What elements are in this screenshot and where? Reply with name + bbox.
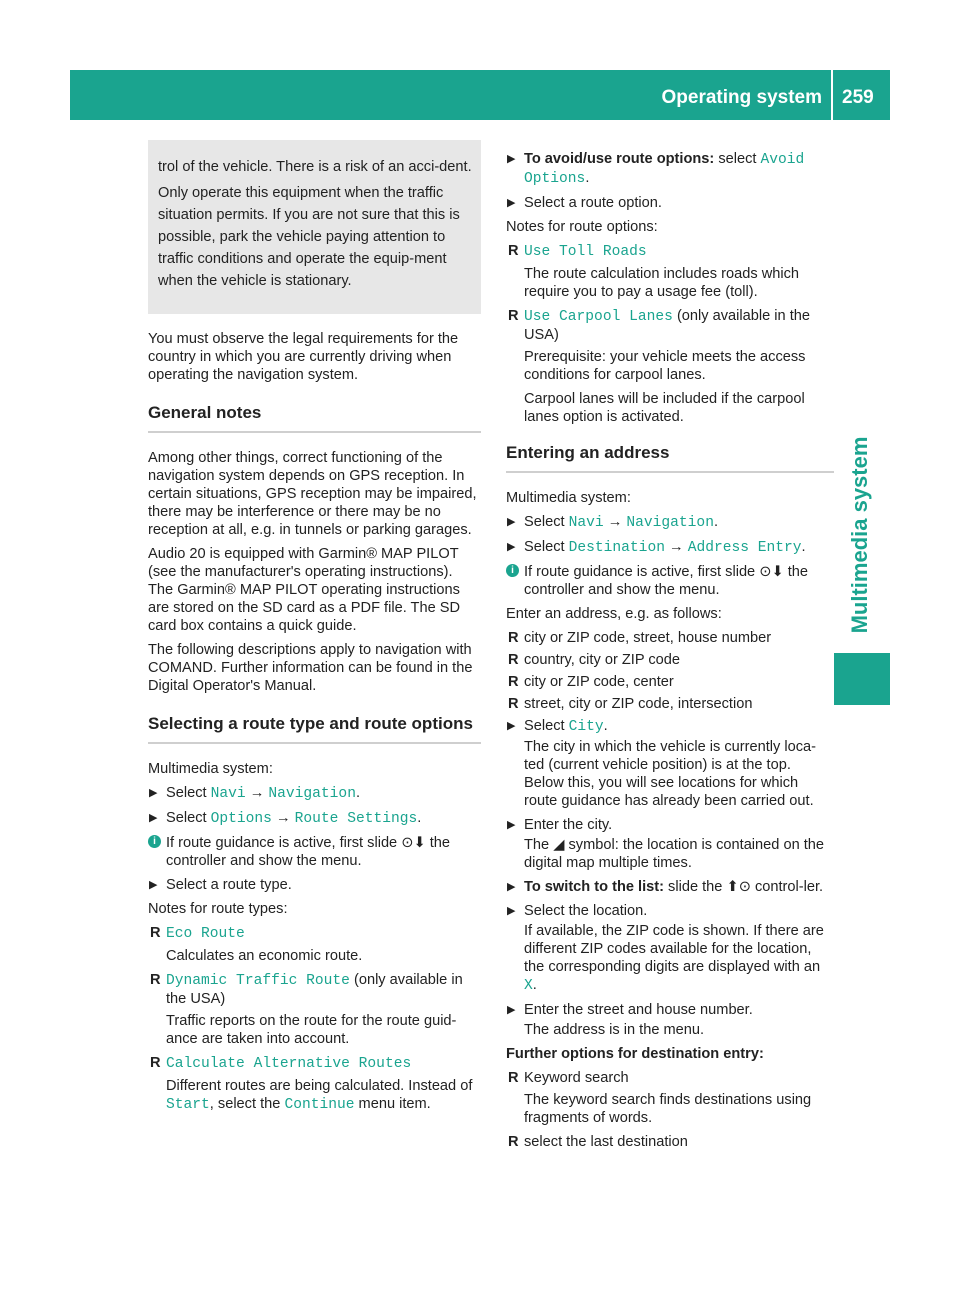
arrow-icon: → bbox=[607, 514, 623, 530]
step-arrow-icon: ▶ bbox=[507, 819, 516, 831]
option-eco-route: R Eco Route bbox=[150, 925, 245, 942]
step-arrow-icon: ▶ bbox=[507, 720, 516, 732]
menu-options[interactable]: Options bbox=[210, 811, 272, 827]
mm-system-label-right: Multimedia system: bbox=[506, 490, 631, 506]
city-desc: The city in which the vehicle is currently loca-ted (current vehicle position) is at the top. Below this, you will see locations for which route guidance has already been carried out. bbox=[524, 739, 816, 809]
general-p3: The following descriptions apply to navigation with COMAND. Further information can be found in the Digital Operator's Manual. bbox=[148, 642, 473, 694]
address-format-4: R street, city or ZIP code, intersection bbox=[508, 696, 753, 712]
menu-calculate-alternative-routes[interactable]: Calculate Alternative Routes bbox=[166, 1056, 412, 1072]
step-select-route-type: ▶ Select a route type. bbox=[149, 877, 292, 893]
step-arrow-icon: ▶ bbox=[507, 197, 516, 209]
option-last-destination: R select the last destination bbox=[508, 1134, 688, 1150]
arrow-icon: → bbox=[276, 810, 291, 826]
step-select-navi: ▶ Select Navi → Navigation. bbox=[149, 785, 361, 802]
step-select-options: ▶ Select Options → Route Settings. bbox=[149, 810, 422, 827]
menu-address-entry[interactable]: Address Entry bbox=[687, 540, 802, 556]
step-arrow-icon: ▶ bbox=[507, 541, 516, 553]
option-keyword-search: R Keyword search bbox=[508, 1070, 629, 1086]
heading-general-notes: General notes bbox=[148, 402, 481, 433]
side-tab-block bbox=[834, 653, 890, 705]
step-arrow-icon: ▶ bbox=[507, 516, 516, 528]
step-select-city: ▶ Select City. bbox=[507, 718, 608, 735]
arrow-icon: → bbox=[249, 785, 265, 801]
warning-text bbox=[158, 156, 476, 296]
step-select-location: ▶ Select the location. bbox=[507, 903, 648, 919]
menu-x[interactable]: X bbox=[524, 978, 533, 994]
step-enter-city: ▶ Enter the city. bbox=[507, 817, 613, 833]
right-column bbox=[506, 150, 834, 1155]
side-tab-label: Multimedia system bbox=[847, 436, 872, 634]
menu-dynamic-traffic-route[interactable]: Dynamic Traffic Route bbox=[166, 973, 350, 989]
option-alternative-routes: R Calculate Alternative Routes bbox=[150, 1055, 412, 1072]
legal-paragraph: You must observe the legal requirements for the country in which you are currently driving when operating the navigation system. bbox=[148, 331, 459, 383]
menu-avoid-options[interactable]: Avoid Options bbox=[524, 152, 805, 187]
heading-entering-address: Entering an address bbox=[506, 442, 834, 473]
step-arrow-icon: ▶ bbox=[149, 879, 158, 891]
warning-line-2: Only operate this equipment when the traffic situation permits. If you are not sure that this is possible, park the vehicle paying attention to traffic conditions and operate the equip-ment when the vehicle is stationary. bbox=[158, 185, 460, 289]
info-icon: i bbox=[506, 564, 519, 577]
step-arrow-icon: ▶ bbox=[507, 905, 516, 917]
heading-route-options: Selecting a route type and route options bbox=[148, 713, 481, 744]
page-number: 259 bbox=[842, 87, 874, 108]
step-avoid-options: ▶ To avoid/use route options: select Avoid Options. bbox=[507, 151, 805, 187]
menu-eco-route[interactable]: Eco Route bbox=[166, 926, 245, 942]
enter-address-intro: Enter an address, e.g. as follows: bbox=[506, 606, 722, 622]
warning-line-1: trol of the vehicle. There is a risk of an acci-dent. bbox=[158, 159, 472, 175]
alternative-routes-desc: Different routes are being calculated. Instead of Start, select the Continue menu item. bbox=[166, 1078, 473, 1113]
menu-continue[interactable]: Continue bbox=[284, 1097, 355, 1113]
address-format-3: R city or ZIP code, center bbox=[508, 674, 674, 690]
menu-start[interactable]: Start bbox=[166, 1097, 210, 1113]
step-arrow-icon: ▶ bbox=[149, 787, 158, 799]
option-carpool-lanes: R Use Carpool Lanes (only available in the USA) bbox=[508, 308, 810, 343]
option-toll-roads: R Use Toll Roads bbox=[508, 243, 647, 260]
general-p2: Audio 20 is equipped with Garmin® MAP PILOT (see the manufacturer's operating instructions). The Garmin® MAP PILOT operating instructions are stored on the SD card as a PDF file. The SD card box contains a quick guide. bbox=[148, 546, 461, 634]
page-title: Operating system bbox=[661, 87, 822, 108]
carpool-p2: Carpool lanes will be included if the carpool lanes option is activated. bbox=[524, 391, 805, 425]
info-note: i If route guidance is active, first slide ⊙⬇ the controller and show the menu. bbox=[148, 834, 481, 870]
keyword-search-desc: The keyword search finds destinations using fragments of words. bbox=[524, 1092, 812, 1126]
menu-destination[interactable]: Destination bbox=[568, 540, 665, 556]
further-options-heading: Further options for destination entry: bbox=[506, 1046, 764, 1062]
left-column bbox=[148, 330, 481, 1120]
toll-roads-desc: The route calculation includes roads which require you to pay a usage fee (toll). bbox=[524, 266, 800, 300]
menu-route-settings[interactable]: Route Settings bbox=[294, 811, 418, 827]
info-icon: i bbox=[148, 835, 161, 848]
arrow-icon: → bbox=[669, 539, 684, 555]
side-tab bbox=[845, 405, 875, 665]
info-note-right: i If route guidance is active, first slide ⊙⬇ the controller and show the menu. bbox=[506, 563, 834, 599]
eco-route-desc: Calculates an economic route. bbox=[166, 948, 363, 964]
address-format-2: R country, city or ZIP code bbox=[508, 652, 680, 668]
menu-use-toll-roads[interactable]: Use Toll Roads bbox=[524, 244, 647, 260]
step-arrow-icon: ▶ bbox=[507, 1004, 516, 1016]
step-select-route-option: ▶ Select a route option. bbox=[507, 195, 662, 211]
dynamic-traffic-desc: Traffic reports on the route for the route guid-ance are taken into account. bbox=[166, 1013, 457, 1047]
general-p1: Among other things, correct functioning of the navigation system depends on GPS reception. In certain situations, GPS reception may be impaired, there may be interference or there may be no reception at all, e.g. in tunnels or parking garages. bbox=[148, 450, 477, 538]
step-arrow-icon: ▶ bbox=[149, 812, 158, 824]
step-enter-street: ▶ Enter the street and house number. bbox=[507, 1002, 753, 1018]
address-format-1: R city or ZIP code, street, house number bbox=[508, 630, 772, 646]
step-select-navi-right: ▶ Select Navi → Navigation. bbox=[507, 514, 719, 531]
menu-city[interactable]: City bbox=[568, 719, 604, 735]
menu-navi[interactable]: Navi bbox=[210, 786, 246, 802]
notes-route-options: Notes for route options: bbox=[506, 219, 658, 235]
option-dynamic-traffic: R Dynamic Traffic Route (only available in the USA) bbox=[150, 972, 463, 1007]
step-arrow-icon: ▶ bbox=[507, 153, 516, 165]
menu-use-carpool-lanes[interactable]: Use Carpool Lanes bbox=[524, 309, 673, 325]
mm-system-label: Multimedia system: bbox=[148, 761, 273, 777]
carpool-p1: Prerequisite: your vehicle meets the access conditions for carpool lanes. bbox=[524, 349, 806, 383]
step-select-destination: ▶ Select Destination → Address Entry. bbox=[507, 539, 806, 556]
step-switch-list: ▶ To switch to the list: slide the ⬆⊙ control-ler. bbox=[507, 879, 824, 895]
header-divider bbox=[831, 70, 833, 120]
select-location-desc: If available, the ZIP code is shown. If there are different ZIP codes available for the location, the corresponding digits are displayed with an X. bbox=[524, 923, 824, 994]
step-arrow-icon: ▶ bbox=[507, 881, 516, 893]
notes-route-types: Notes for route types: bbox=[148, 901, 288, 917]
menu-navi[interactable]: Navi bbox=[568, 515, 604, 531]
menu-navigation[interactable]: Navigation bbox=[626, 515, 714, 531]
enter-street-desc: The address is in the menu. bbox=[524, 1022, 705, 1038]
menu-navigation[interactable]: Navigation bbox=[268, 786, 356, 802]
enter-city-desc: The ◢ symbol: the location is contained on the digital map multiple times. bbox=[524, 837, 825, 871]
